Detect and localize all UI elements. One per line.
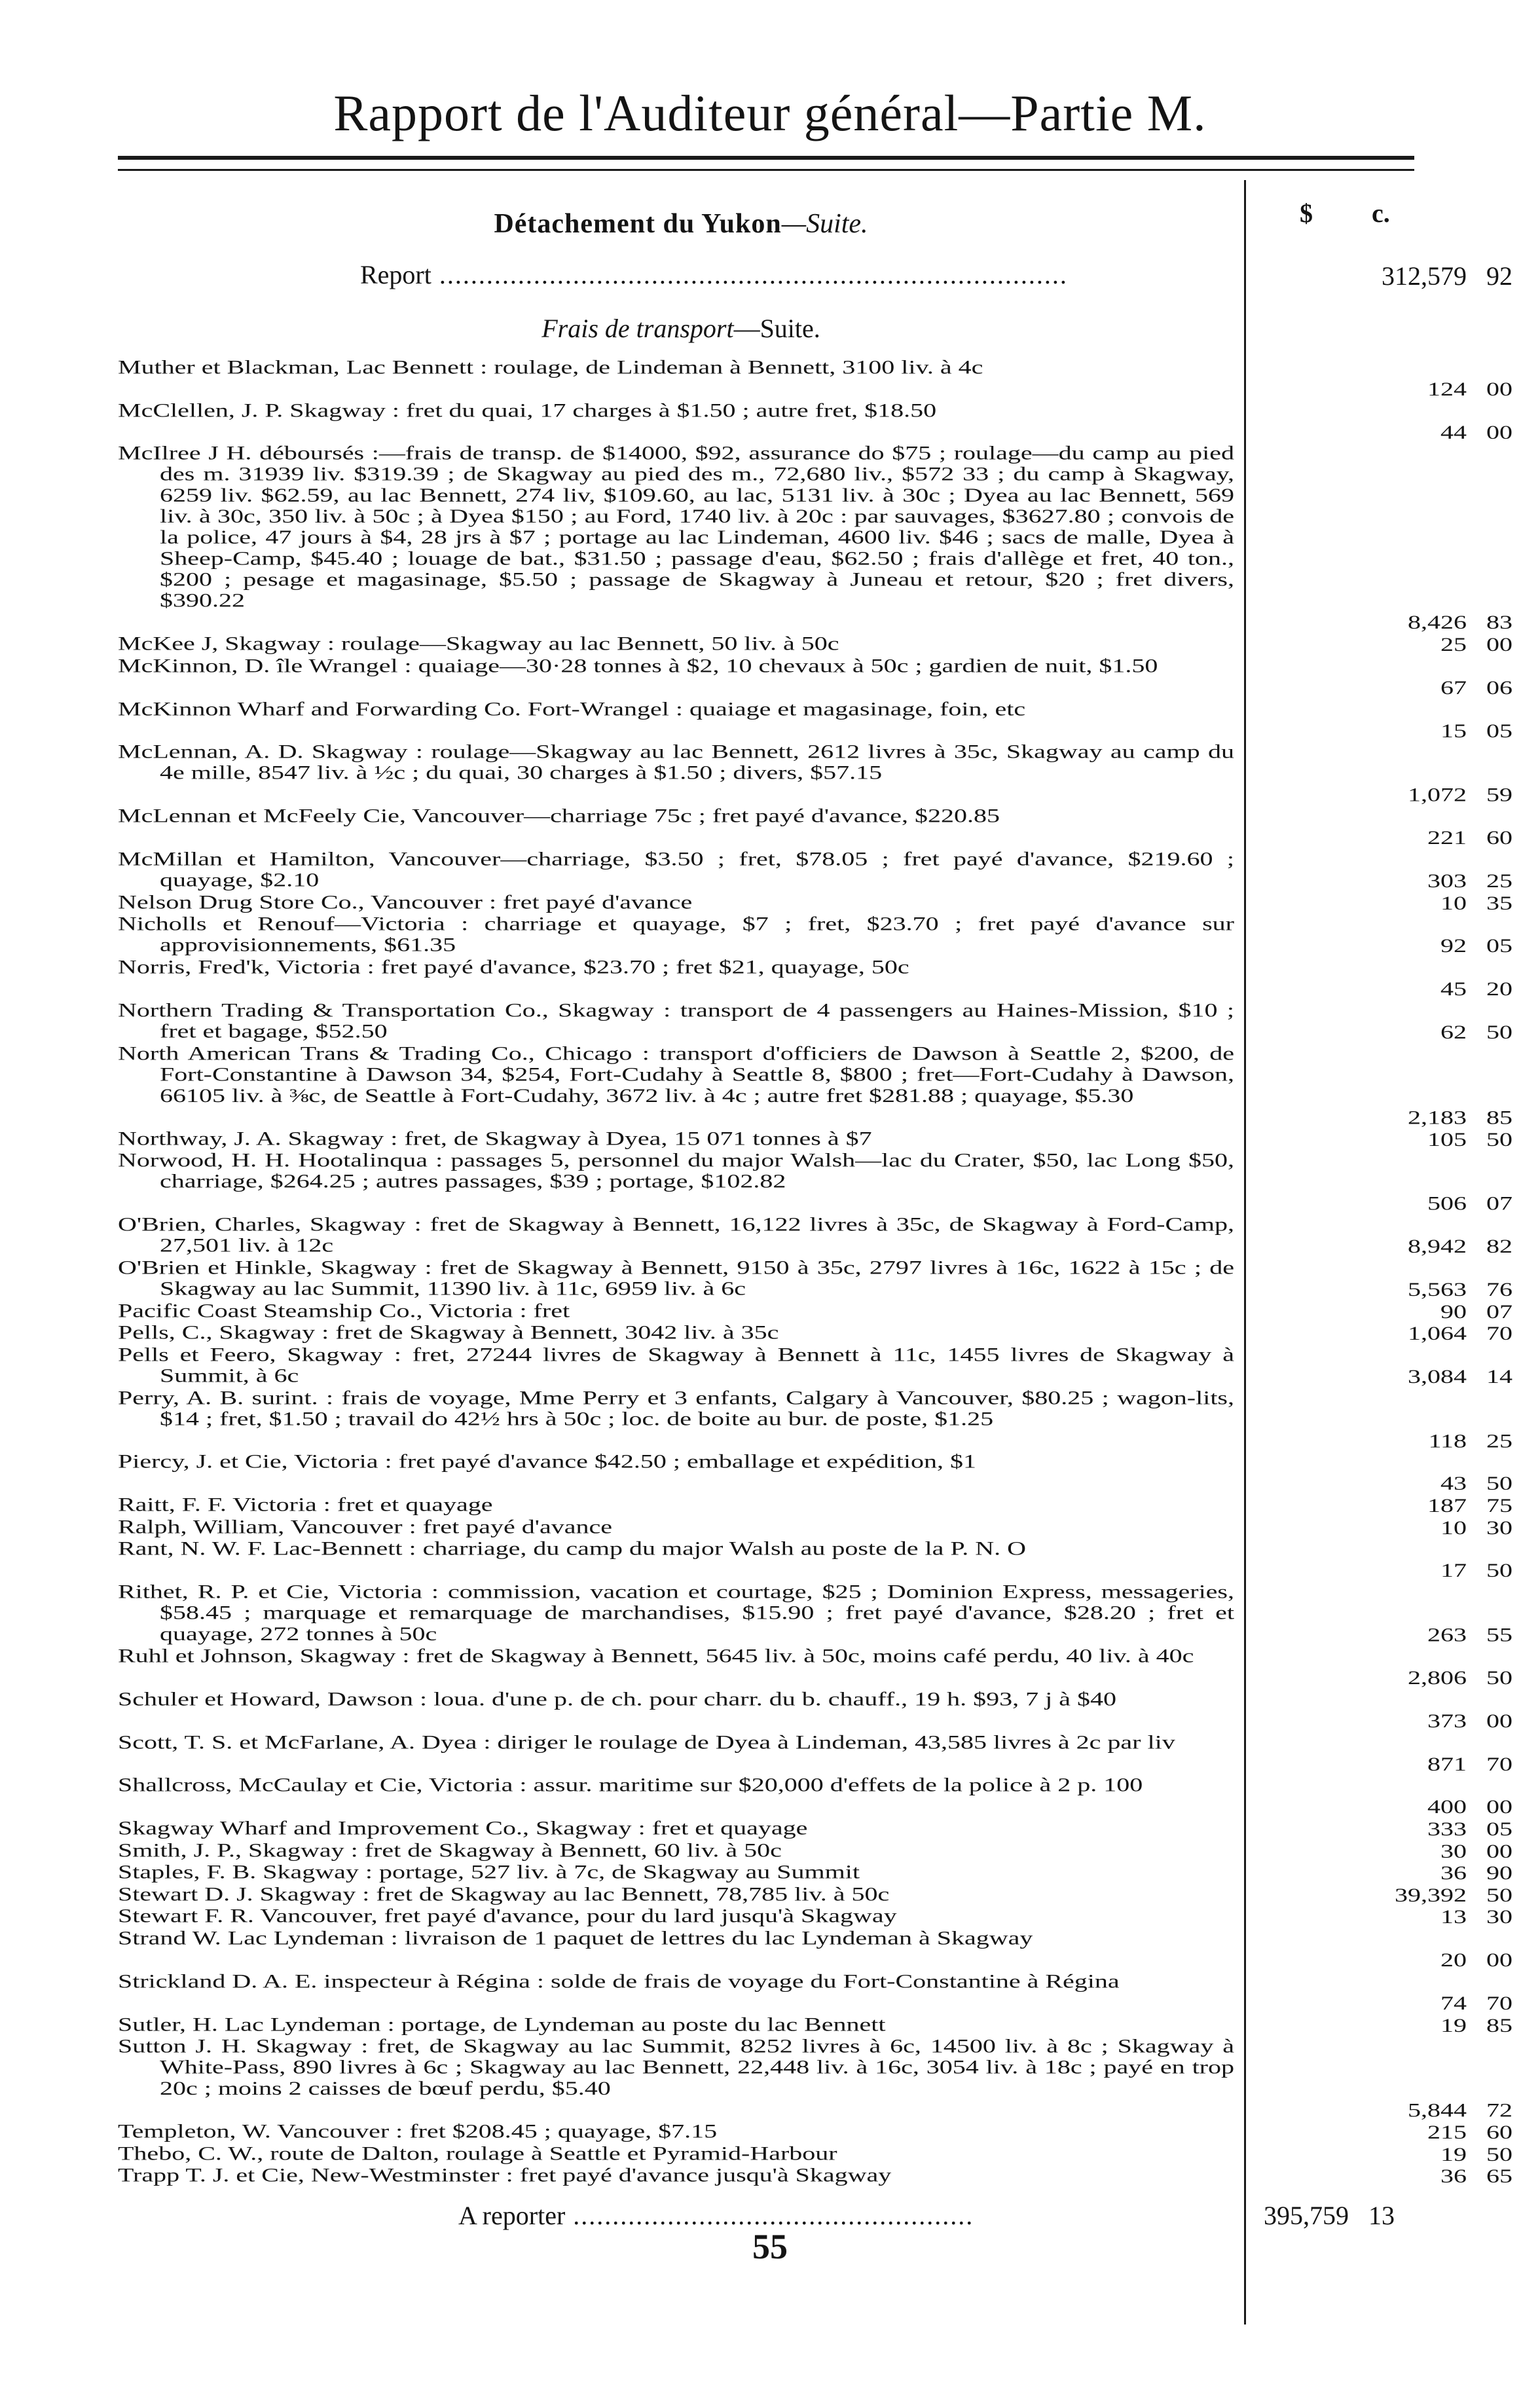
table-row <box>118 1645 1512 1689</box>
table-row <box>118 1386 1512 1452</box>
total-cents: 13 <box>1368 2201 1395 2230</box>
subheading <box>118 313 1244 344</box>
entry-text: Strickland D. A. E. inspecteur à Régina : solde de frais de voyage du Fort-Constantine à Régina <box>118 1970 1120 1992</box>
entry-cents: 06 <box>1486 676 1512 699</box>
entry-dollars: 44 <box>1440 421 1467 443</box>
entry-cents: 00 <box>1486 1840 1512 1862</box>
table-row <box>118 1450 1512 1495</box>
entry-text: Schuler et Howard, Dawson : loua. d'une p. de ch. pour charr. du b. chauff., 19 h. $93, 7 j à $40 <box>118 1688 1116 1710</box>
entry-dollars: 124 <box>1427 378 1467 400</box>
total-label: A reporter <box>458 2201 566 2230</box>
entry-dollars: 221 <box>1427 827 1467 849</box>
entry-cents: 30 <box>1486 1906 1512 1928</box>
entry-cents: 00 <box>1486 1949 1512 1971</box>
entry-cents: 00 <box>1486 1710 1512 1732</box>
table-row <box>118 1516 1512 1539</box>
entry-cents: 83 <box>1486 612 1512 634</box>
entry-text: Templeton, W. Vancouver : fret $208.45 ; quayage, $7.15 <box>118 2120 718 2142</box>
entry-dollars: 62 <box>1440 1021 1467 1043</box>
table-row <box>118 1688 1512 1732</box>
table-row <box>118 1927 1512 1971</box>
table-row <box>118 1042 1512 1128</box>
table-row <box>118 1321 1512 1344</box>
table-row <box>118 741 1512 806</box>
table-row <box>118 1344 1512 1387</box>
table-row <box>118 633 1512 655</box>
entry-text: Norwood, H. H. Hootalinqua : passages 5, personnel du major Walsh—lac du Crater, $50, lac Long $50, charriage, $264.25 ; autres passages, $39 ; portage, $102.82 <box>118 1149 1234 1192</box>
table-row <box>118 2120 1512 2143</box>
entry-text: Strand W. Lac Lyndeman : livraison de 1 paquet de lettres du lac Lyndeman à Skagway <box>118 1927 1033 1949</box>
entry-text: Nicholls et Renouf—Victoria : charriage et quayage, $7 ; fret, $23.70 ; fret payé d'avance sur approvisionnements, $61.35 <box>118 913 1234 956</box>
table-row <box>118 1905 1512 1928</box>
entry-cents: 60 <box>1486 2121 1512 2143</box>
report-row: Report ................................................................................ 312,579 92 <box>118 261 1427 289</box>
entry-dollars: 8,942 <box>1408 1235 1467 1257</box>
table-row <box>118 956 1512 1000</box>
table-row <box>118 399 1512 443</box>
entry-dollars: 215 <box>1427 2121 1467 2143</box>
entry-dollars: 25 <box>1440 633 1467 655</box>
entry-text: Thebo, C. W., route de Dalton, roulage à Seattle et Pyramid-Harbour <box>118 2142 837 2164</box>
subheading-suffix: —Suite. <box>733 314 820 343</box>
entry-text: McMillan et Hamilton, Vancouver—charriage, $3.50 ; fret, $78.05 ; fret payé d'avance, $219.60 ; quayage, $2.10 <box>118 848 1234 891</box>
total-row: A reporter ................................................... <box>458 2201 974 2230</box>
entry-cents: 59 <box>1486 784 1512 806</box>
entry-text: Ralph, William, Vancouver : fret payé d'avance <box>118 1516 612 1537</box>
entry-cents: 07 <box>1486 1300 1512 1323</box>
entry-dollars: 5,563 <box>1408 1278 1467 1300</box>
entry-cents: 70 <box>1486 1992 1512 2014</box>
entry-text: O'Brien et Hinkle, Skagway : fret de Skagway à Bennett, 9150 à 35c, 2797 livres à 16c, 1622 à 15c ; de Skagway au lac Summit, 11390 liv. à 11c, 6959 liv. à 6c <box>118 1257 1234 1300</box>
section-heading <box>118 208 1244 240</box>
table-row <box>118 2013 1512 2036</box>
table-row <box>118 356 1512 400</box>
entry-cents: 07 <box>1486 1192 1512 1215</box>
table-row <box>118 2035 1512 2122</box>
entry-text: Piercy, J. et Cie, Victoria : fret payé d'avance $42.50 ; emballage et expédition, $1 <box>118 1450 977 1473</box>
entry-cents: 75 <box>1486 1494 1512 1516</box>
entry-text: Nelson Drug Store Co., Vancouver : fret payé d'avance <box>118 891 693 913</box>
entry-cents: 85 <box>1486 1106 1512 1128</box>
entry-dollars: 19 <box>1440 2014 1467 2036</box>
entry-dollars: 1,072 <box>1408 784 1467 806</box>
table-row <box>118 1774 1512 1818</box>
entry-dollars: 90 <box>1440 1300 1467 1323</box>
report-cents: 92 <box>1486 261 1512 291</box>
entry-cents: 50 <box>1486 2143 1512 2165</box>
total-dollars: 395,759 <box>1264 2201 1349 2230</box>
entry-cents: 60 <box>1486 827 1512 849</box>
entry-dollars: 19 <box>1440 2143 1467 2165</box>
entry-text: Staples, F. B. Skagway : portage, 527 liv. à 7c, de Skagway au Summit <box>118 1861 860 1883</box>
entry-cents: 05 <box>1486 935 1512 957</box>
report-dollars: 312,579 <box>1382 261 1467 291</box>
entry-dollars: 1,064 <box>1408 1322 1467 1344</box>
entry-dollars: 5,844 <box>1408 2099 1467 2122</box>
entry-dollars: 45 <box>1440 978 1467 1000</box>
entry-text: Shallcross, McCaulay et Cie, Victoria : assur. maritime sur $20,000 d'effets de la police à 2 p. 100 <box>118 1774 1143 1796</box>
table-row <box>118 1861 1512 1884</box>
table-row <box>118 1839 1512 1862</box>
entry-text: McKinnon Wharf and Forwarding Co. Fort-Wrangel : quaiage et magasinage, foin, etc <box>118 697 1026 720</box>
entry-text: McKee J, Skagway : roulage—Skagway au lac Bennett, 50 liv. à 50c <box>118 633 839 655</box>
entry-cents: 55 <box>1486 1624 1512 1646</box>
table-row <box>118 442 1512 634</box>
entry-text: North American Trans & Trading Co., Chicago : transport d'officiers de Dawson à Seattle 2, $200, de Fort-Constantine à Dawson 34, $254, Fort-Cudahy à Seattle 8, $800 ; fret—Fort-Cudahy à Dawson, 66105 liv. à ⅜c, de Seattle à Fort-Cudahy, 3672 liv. à 4c ; autre fret $281.88 ; quayage, $5.30 <box>118 1042 1234 1106</box>
entry-cents: 50 <box>1486 1128 1512 1150</box>
table-row <box>118 2142 1512 2165</box>
entry-dollars: 13 <box>1440 1906 1467 1928</box>
entry-text: Pells et Feero, Skagway : fret, 27244 livres de Skagway à Bennett à 11c, 1455 livres de Skagway à Summit, à 6c <box>118 1344 1234 1387</box>
entry-cents: 50 <box>1486 1021 1512 1043</box>
entry-text: Sutler, H. Lac Lyndeman : portage, de Lyndeman au poste du lac Bennett <box>118 2013 886 2035</box>
entry-dollars: 303 <box>1427 870 1467 892</box>
entry-cents: 30 <box>1486 1516 1512 1539</box>
section-title: Détachement du Yukon <box>494 209 782 239</box>
table-row <box>118 1970 1512 2014</box>
entry-text: Smith, J. P., Skagway : fret de Skagway à Bennett, 60 liv. à 50c <box>118 1839 782 1861</box>
entry-text: Raitt, F. F. Victoria : fret et quayage <box>118 1494 493 1516</box>
entry-text: McLennan et McFeely Cie, Vancouver—charriage 75c ; fret payé d'avance, $220.85 <box>118 805 1000 827</box>
entry-text: McKinnon, D. île Wrangel : quaiage—30·28 tonnes à $2, 10 chevaux à 50c ; gardien de nuit, $1.50 <box>118 655 1158 676</box>
entry-cents: 50 <box>1486 1666 1512 1689</box>
entry-dollars: 36 <box>1440 1862 1467 1884</box>
entry-text: Northern Trading & Transportation Co., Skagway : transport de 4 passengers au Haines-Mission, $10 ; fret et bagage, $52.50 <box>118 999 1234 1042</box>
entry-text: Trapp T. J. et Cie, New-Westminster : fret payé d'avance jusqu'à Skagway <box>118 2164 892 2186</box>
entry-dollars: 871 <box>1427 1753 1467 1775</box>
entry-text: Perry, A. B. surint. : frais de voyage, Mme Perry et 3 enfants, Calgary à Vancouver, $80.25 ; wagon-lits, $14 ; fret, $1.50 ; travail do 42½ hrs à 50c ; loc. de boite au bur. de poste, $1.25 <box>118 1386 1234 1429</box>
entry-dollars: 2,806 <box>1408 1666 1467 1689</box>
entry-cents: 65 <box>1486 2165 1512 2187</box>
entry-text: O'Brien, Charles, Skagway : fret de Skagway à Bennett, 16,122 livres à 35c, de Skagway à Ford-Camp, 27,501 liv. à 12c <box>118 1213 1234 1257</box>
entry-cents: 14 <box>1486 1365 1512 1387</box>
entry-cents: 35 <box>1486 892 1512 914</box>
entry-cents: 76 <box>1486 1278 1512 1300</box>
entry-text: Rant, N. W. F. Lac-Bennett : charriage, du camp du major Walsh au poste de la P. N. O <box>118 1537 1026 1560</box>
entry-cents: 25 <box>1486 870 1512 892</box>
entry-cents: 72 <box>1486 2099 1512 2122</box>
entry-dollars: 43 <box>1440 1473 1467 1495</box>
table-row <box>118 1731 1512 1775</box>
entry-cents: 05 <box>1486 1818 1512 1840</box>
table-row <box>118 848 1512 892</box>
entry-dollars: 506 <box>1427 1192 1467 1215</box>
entry-dollars: 39,392 <box>1395 1884 1467 1906</box>
entry-dollars: 400 <box>1427 1796 1467 1818</box>
table-row <box>118 913 1512 957</box>
table-row <box>118 1299 1512 1323</box>
entry-text: Skagway Wharf and Improvement Co., Skagway : fret et quayage <box>118 1817 808 1839</box>
table-row <box>118 999 1512 1043</box>
entry-text: McClellen, J. P. Skagway : fret du quai, 17 charges à $1.50 ; autre fret, $18.50 <box>118 399 937 421</box>
entry-text: Rithet, R. P. et Cie, Victoria : commission, vacation et courtage, $25 ; Dominion Express, messageries, $58.45 ; marquage et remarquage de marchandises, $15.90 ; fret payé d'avance, $28.20 ; fret et quayage, 272 tonnes à 50c <box>118 1581 1234 1645</box>
entry-dollars: 118 <box>1428 1429 1467 1452</box>
page-number: 55 <box>752 2227 788 2266</box>
entry-cents: 50 <box>1486 1884 1512 1906</box>
dollars-header: $ <box>1300 198 1313 228</box>
entry-text: Norris, Fred'k, Victoria : fret payé d'avance, $23.70 ; fret $21, quayage, 50c <box>118 956 909 978</box>
entry-cents: 00 <box>1486 1796 1512 1818</box>
entry-dollars: 2,183 <box>1408 1106 1467 1128</box>
entry-text: McIlree J H. déboursés :—frais de transp. de $14000, $92, assurance do $75 ; roulage—du camp au pied des m. 31939 liv. $319.39 ; de Skagway au pied des m., 72,680 liv., $572 33 ; du camp à Skagway, 6259 liv. $62.59, au lac Bennett, 274 liv, $109.60, au lac, 5131 liv. à 30c ; Dyea au lac Bennett, 569 liv. à 30c, 350 liv. à 50c ; à Dyea $150 ; au Ford, 1740 liv. à 20c : par sauvages, $3627.80 ; convois de la police, 47 jours à $4, 28 jrs à $7 ; portage au lac Lindeman, 4600 liv. $46 ; sacs de malle, Dyea à Sheep-Camp, $45.40 ; louage de bat., $31.50 ; passage d'eau, $62.50 ; frais d'allège et fret, 40 ton., $200 ; pesage et magasinage, $5.50 ; passage de Skagway à Juneau et retour, $20 ; fret divers, $390.22 <box>118 442 1234 612</box>
table-row <box>118 1149 1512 1215</box>
entry-cents: 00 <box>1486 378 1512 400</box>
report-label: Report <box>360 260 431 289</box>
entry-dollars: 30 <box>1440 1840 1467 1862</box>
table-row <box>118 2164 1512 2187</box>
table-row <box>118 805 1512 849</box>
entry-dollars: 92 <box>1440 935 1467 957</box>
entry-text: McLennan, A. D. Skagway : roulage—Skagway au lac Bennett, 2612 livres à 35c, Skagway au camp du 4e mille, 8547 liv. à ½c ; du quai, 30 charges à $1.50 ; divers, $57.15 <box>118 741 1234 784</box>
header-rule-thin <box>118 169 1414 171</box>
entry-text: Sutton J. H. Skagway : fret, de Skagway au lac Summit, 8252 livres à 6c, 14500 liv. à 8c ; Skagway à White-Pass, 890 livres à 6c ; Skagway au lac Bennett, 22,448 liv. à 16c, 3054 liv. à 18c ; payé en trop 20c ; moins 2 caisses de bœuf perdu, $5.40 <box>118 2035 1234 2099</box>
entry-cents: 82 <box>1486 1235 1512 1257</box>
entry-text: Pells, C., Skagway : fret de Skagway à Bennett, 3042 liv. à 35c <box>118 1321 779 1344</box>
table-row <box>118 891 1512 914</box>
subheading-italic: Frais de transport <box>541 314 734 343</box>
entry-dollars: 36 <box>1440 2165 1467 2187</box>
entry-text: Pacific Coast Steamship Co., Victoria : fret <box>118 1299 570 1321</box>
entry-dollars: 263 <box>1427 1624 1467 1646</box>
entry-text: Muther et Blackman, Lac Bennett : roulage, de Lindeman à Bennett, 3100 liv. à 4c <box>118 356 983 378</box>
entry-cents: 25 <box>1486 1429 1512 1452</box>
table-row <box>118 697 1512 742</box>
section-title-suffix: —Suite. <box>781 209 868 239</box>
table-row <box>118 1537 1512 1582</box>
page-title: Rapport de l'Auditeur général—Partie M. <box>333 84 1207 141</box>
entry-dollars: 333 <box>1427 1818 1467 1840</box>
entry-cents: 00 <box>1486 421 1512 443</box>
cents-header: c. <box>1372 198 1390 228</box>
entry-cents: 85 <box>1486 2014 1512 2036</box>
entry-cents: 90 <box>1486 1862 1512 1884</box>
header-rule-thick <box>118 156 1414 160</box>
entry-dollars: 10 <box>1440 1516 1467 1539</box>
table-row <box>118 1127 1512 1150</box>
entry-text: Stewart D. J. Skagway : fret de Skagway au lac Bennett, 78,785 liv. à 50c <box>118 1883 890 1905</box>
entry-cents: 05 <box>1486 720 1512 742</box>
table-row <box>118 1494 1512 1516</box>
table-row <box>118 1213 1512 1257</box>
table-row <box>118 1581 1512 1646</box>
entry-dollars: 74 <box>1440 1992 1467 2014</box>
entry-dollars: 20 <box>1440 1949 1467 1971</box>
entry-dollars: 10 <box>1440 892 1467 914</box>
entry-cents: 20 <box>1486 978 1512 1000</box>
entry-text: Stewart F. R. Vancouver, fret payé d'avance, pour du lard jusqu'à Skagway <box>118 1905 897 1927</box>
table-row <box>118 1817 1512 1840</box>
entry-dollars: 187 <box>1427 1494 1467 1516</box>
entry-text: Ruhl et Johnson, Skagway : fret de Skagway à Bennett, 5645 liv. à 50c, moins café perdu, 40 liv. à 40c <box>118 1645 1194 1667</box>
entry-cents: 70 <box>1486 1753 1512 1775</box>
table-row <box>118 655 1512 699</box>
entry-dollars: 8,426 <box>1408 612 1467 634</box>
entry-dollars: 373 <box>1427 1710 1467 1732</box>
entry-dollars: 3,084 <box>1408 1365 1467 1387</box>
entry-dollars: 17 <box>1440 1560 1467 1582</box>
entry-cents: 70 <box>1486 1322 1512 1344</box>
entry-dollars: 105 <box>1427 1128 1467 1150</box>
entry-dollars: 15 <box>1440 720 1467 742</box>
entry-cents: 50 <box>1486 1560 1512 1582</box>
entry-cents: 50 <box>1486 1473 1512 1495</box>
table-row <box>118 1883 1512 1906</box>
entry-cents: 00 <box>1486 633 1512 655</box>
entry-dollars: 67 <box>1440 676 1467 699</box>
entry-text: Scott, T. S. et McFarlane, A. Dyea : diriger le roulage de Dyea à Lindeman, 43,585 livres à 2c par liv <box>118 1731 1175 1753</box>
entry-text: Northway, J. A. Skagway : fret, de Skagway à Dyea, 15 071 tonnes à $7 <box>118 1127 872 1149</box>
table-row <box>118 1257 1512 1300</box>
